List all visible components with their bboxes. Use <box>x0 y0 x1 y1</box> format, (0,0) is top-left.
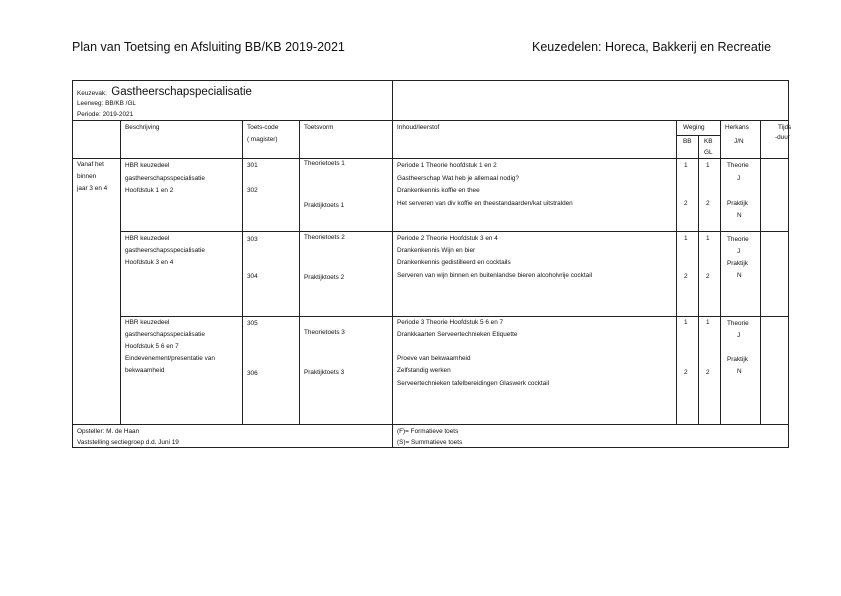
block2-inhoud-1: Periode 2 Theorie Hoofdstuk 3 en 4 <box>397 235 498 242</box>
keuzedelen-title: Keuzedelen: Horeca, Bakkerij en Recreatie <box>532 40 772 54</box>
block2-vorm-2: Praktijktoets 2 <box>304 274 345 281</box>
block2-desc-1: HBR keuzedeel <box>125 235 170 242</box>
col-line-1 <box>120 120 121 424</box>
block3-desc-1: HBR keuzedeel <box>125 319 170 326</box>
block1-code-1: 301 <box>247 162 258 169</box>
block1-inhoud-3: Drankenkennis koffie en thee <box>397 187 480 194</box>
col-line-5 <box>698 135 699 424</box>
block2-herkans-2b: N <box>737 272 742 279</box>
block3-herkans-1b: J <box>737 332 741 339</box>
block2-bb-1: 1 <box>684 235 688 242</box>
col-line-3 <box>299 120 300 424</box>
block3-desc-4: Eindevenement/presentatie van <box>125 355 215 362</box>
col-herkans: Herkans <box>725 124 749 131</box>
header-rule <box>72 120 789 121</box>
col-beschrijving: Beschrijving <box>125 124 160 131</box>
block3-herkans-2b: N <box>737 368 742 375</box>
block1-herkans-2b: N <box>737 212 742 219</box>
col-line-6 <box>720 120 721 424</box>
block1-inhoud-4: Het serveren van div koffie en theestandaarden/kat uitstralden <box>397 200 573 207</box>
block3-inhoud-2: Drankkaarten Serveertechnieken Etiquette <box>397 331 518 338</box>
col-weging: Weging <box>683 124 705 131</box>
block-rule-2 <box>120 316 789 317</box>
block3-kb-1: 1 <box>706 319 710 326</box>
block2-bb-2: 2 <box>684 273 688 280</box>
vaststelling: Vaststelling sectiegroep d.d. Juni 19 <box>77 439 179 446</box>
block1-herkans-1b: J <box>737 175 741 182</box>
block3-bb-2: 2 <box>684 369 688 376</box>
block3-bb-1: 1 <box>684 319 688 326</box>
opsteller: Opsteller: M. de Haan <box>77 428 140 435</box>
col-toetsvorm: Toetsvorm <box>304 124 334 131</box>
block2-desc-3: Hoofdstuk 3 en 4 <box>125 259 174 266</box>
block2-vorm-1: Theorietoets 2 <box>304 234 345 241</box>
block3-inhoud-4: Zelfstandig werken <box>397 367 451 374</box>
body-rule <box>72 158 789 159</box>
col-tijdsduur: Tijds <box>778 124 792 131</box>
col-inhoud: Inhoud/leerstof <box>397 124 440 131</box>
block3-inhoud-5: Serveertechnieken tafelbereidingen Glaswerk cocktail <box>397 380 550 387</box>
block3-herkans-1: Theorie <box>727 320 749 327</box>
block3-desc-3: Hoofdstuk 5 6 en 7 <box>125 343 179 350</box>
footer-rule <box>72 424 789 425</box>
block3-inhoud-3: Proeve van bekwaamheid <box>397 355 471 362</box>
period-label-2: binnen <box>77 173 97 180</box>
block-rule-1 <box>120 231 789 232</box>
keuzevak-label: Keuzevak: <box>77 90 107 97</box>
keuzevak-line <box>77 82 252 100</box>
block3-vorm-1: Theorietoets 3 <box>304 329 345 336</box>
block2-herkans-2: Praktijk <box>727 260 748 267</box>
block2-inhoud-3: Drankenkennis gedistilleerd en cocktails <box>397 259 511 266</box>
block2-desc-2: gastheerschapsspecialisatie <box>125 247 205 254</box>
block2-herkans-1b: J <box>737 248 741 255</box>
col-bb: BB <box>683 138 692 145</box>
block2-kb-2: 2 <box>706 273 710 280</box>
col-toets-code: Toets-code <box>247 124 279 131</box>
leerweg: Leerweg: BB/KB /GL <box>77 100 136 107</box>
block2-code-2: 304 <box>247 273 258 280</box>
block3-desc-5: bekwaamheid <box>125 367 165 374</box>
col-line-2 <box>242 120 243 424</box>
block2-inhoud-4: Serveren van wijn binnen en buitenlandse bieren alcoholvrije cocktail <box>397 272 593 279</box>
block2-herkans-1: Theorie <box>727 236 749 243</box>
col-jn: J/N <box>734 138 744 145</box>
formatief-legend: (F)= Formatieve toets <box>397 428 459 435</box>
block3-code-2: 306 <box>247 370 258 377</box>
block1-desc-1: HBR keuzedeel <box>125 162 170 169</box>
block3-kb-2: 2 <box>706 369 710 376</box>
col-magister: ( magister) <box>247 136 278 143</box>
periode: Periode: 2019-2021 <box>77 111 134 118</box>
summatief-legend: (S)= Summatieve toets <box>397 439 463 446</box>
block3-vorm-2: Praktijktoets 3 <box>304 369 345 376</box>
block3-inhoud-1: Periode 3 Theorie Hoofdstuk 5 6 en 7 <box>397 319 504 326</box>
block2-kb-1: 1 <box>706 235 710 242</box>
block1-vorm-1: Theorietoets 1 <box>304 160 345 167</box>
block1-bb-1: 1 <box>684 162 688 169</box>
block1-desc-3: Hoofdstuk 1 en 2 <box>125 187 174 194</box>
block1-bb-2: 2 <box>684 200 688 207</box>
block3-desc-2: gastheerschapsspecialisatie <box>125 331 205 338</box>
period-label-1: Vanaf het <box>77 161 104 168</box>
info-divider <box>392 80 393 448</box>
period-label-3: jaar 3 en 4 <box>77 185 108 192</box>
block1-vorm-2: Praktijktoets 1 <box>304 202 345 209</box>
block1-code-2: 302 <box>247 187 258 194</box>
col-kb: KB <box>704 138 713 145</box>
block2-code-1: 303 <box>247 236 258 243</box>
block3-code-1: 305 <box>247 320 258 327</box>
col-gl: GL <box>704 149 713 156</box>
col-tijdsduur-2: -duur <box>775 134 790 141</box>
keuzevak-value: Gastheerschapspecialisatie <box>111 86 252 98</box>
block2-inhoud-2: Drankenkennis Wijn en bier <box>397 247 476 254</box>
col-line-7 <box>760 120 761 424</box>
block1-kb-2: 2 <box>706 200 710 207</box>
block1-inhoud-1: Periode 1 Theorie hoofdstuk 1 en 2 <box>397 162 497 169</box>
block1-herkans-2: Praktijk <box>727 200 748 207</box>
col-line-4 <box>676 120 677 424</box>
block1-inhoud-2: Gastheerschap Wat heb je allemaal nodig? <box>397 175 519 182</box>
plan-title: Plan van Toetsing en Afsluiting BB/KB 2019-2021 <box>72 40 345 54</box>
block3-herkans-2: Praktijk <box>727 356 748 363</box>
block1-desc-2: gastheerschapsspecialisatie <box>125 175 205 182</box>
block1-herkans-1: Theorie <box>727 162 749 169</box>
block1-kb-1: 1 <box>706 162 710 169</box>
